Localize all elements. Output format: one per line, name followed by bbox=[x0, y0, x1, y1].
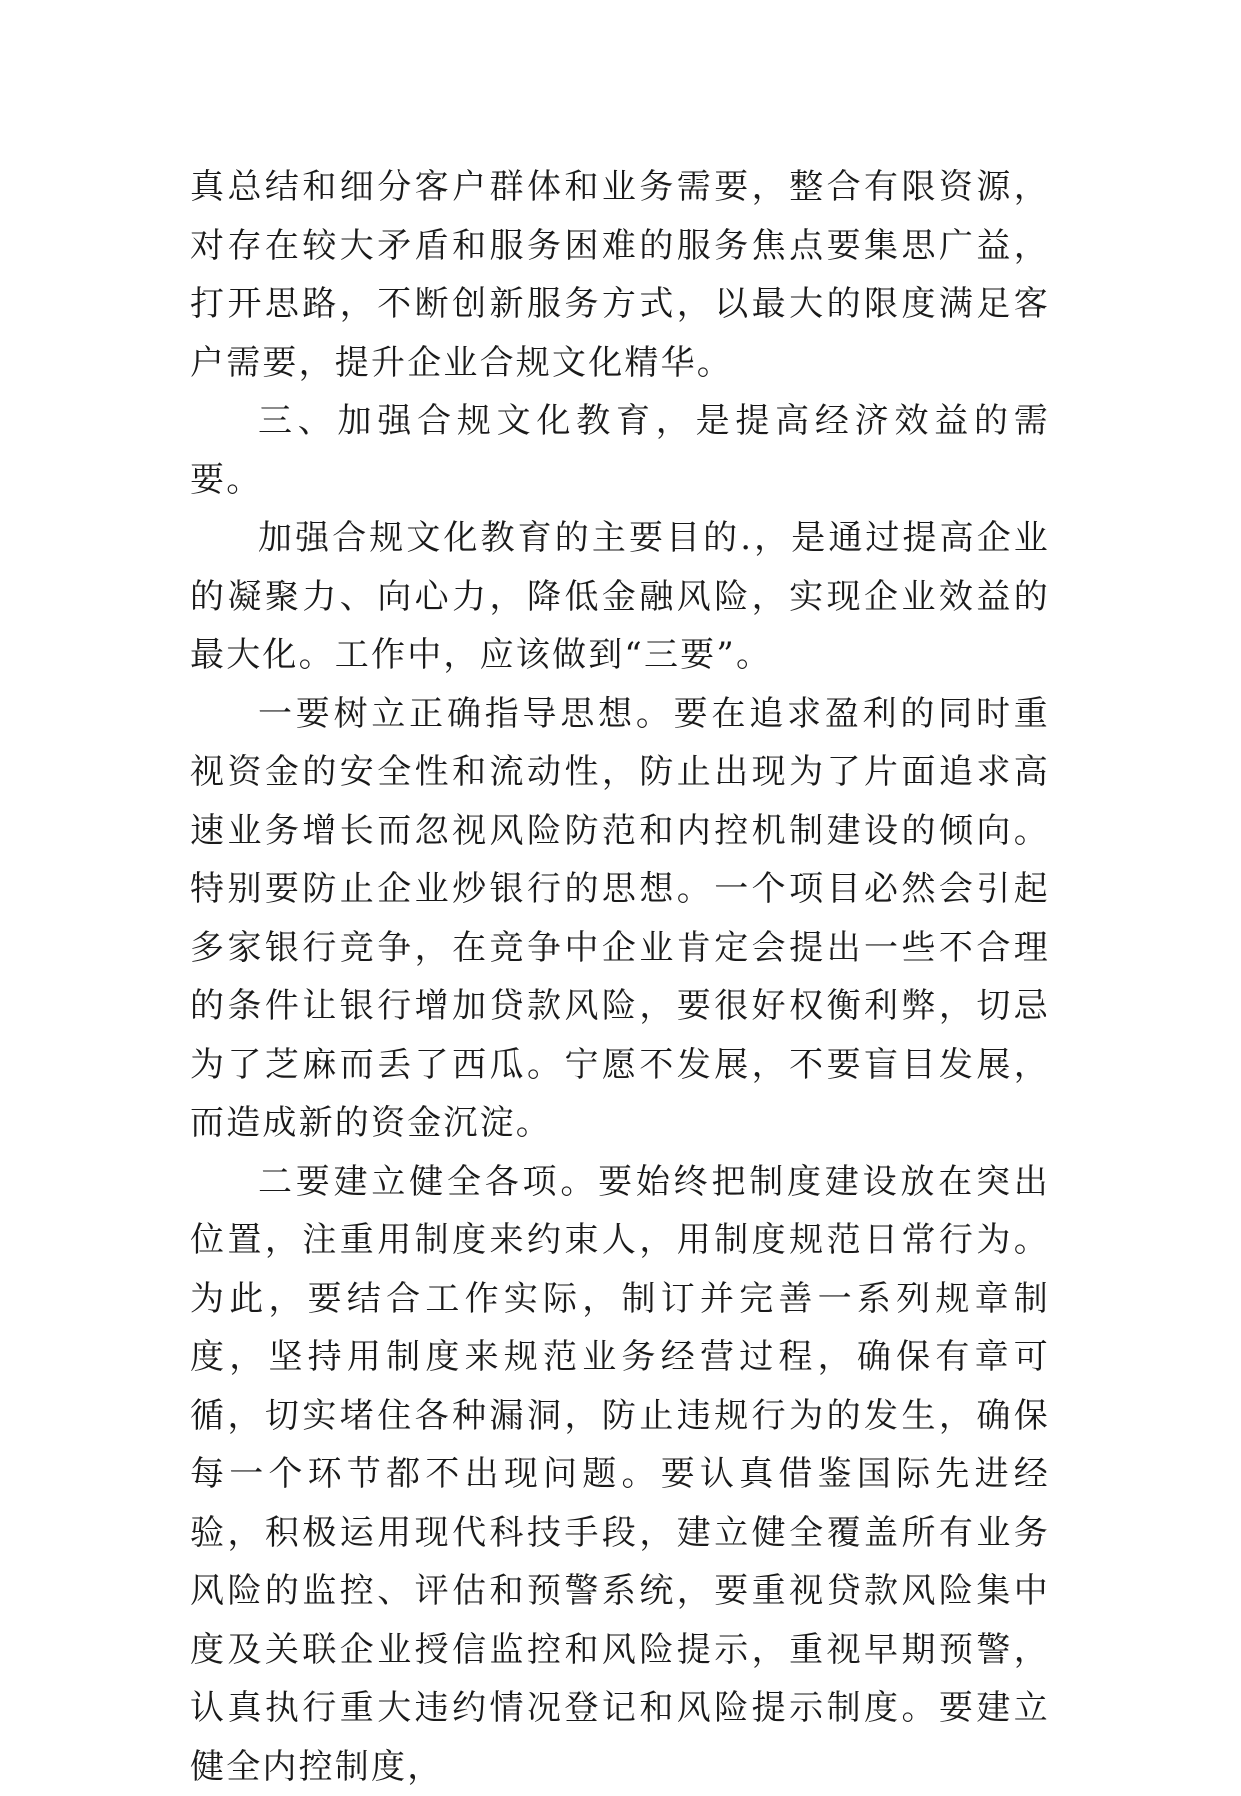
paragraph-guiding-thought: 一要树立正确指导思想。要在追求盈利的同时重视资金的安全性和流动性，防止出现为了片面追求高速业务增长而忽视风险防范和内控机制建设的倾向。特别要防止企业炒银行的思想。一个项目必然会引起多家银行竞争，在竞争中企业肯定会提出一些不合理的条件让银行增加贷款风险，要很好权衡利弊，切忌为了芝麻而丢了西瓜。宁愿不发展，不要盲目发展，而造成新的资金沉淀。 bbox=[190, 685, 1050, 1153]
paragraph-continuation: 真总结和细分客户群体和业务需要，整合有限资源，对存在较大矛盾和服务困难的服务焦点要集思广益，打开思路，不断创新服务方式，以最大的限度满足客户需要，提升企业合规文化精华。 bbox=[190, 158, 1050, 392]
section-heading: 三、加强合规文化教育，是提高经济效益的需要。 bbox=[190, 392, 1050, 509]
paragraph-rules-system: 二要建立健全各项。要始终把制度建设放在突出位置，注重用制度来约束人，用制度规范日常行为。为此，要结合工作实际，制订并完善一系列规章制度，坚持用制度来规范业务经营过程，确保有章可循，切实堵住各种漏洞，防止违规行为的发生，确保每一个环节都不出现问题。要认真借鉴国际先进经验，积极运用现代科技手段，建立健全覆盖所有业务风险的监控、评估和预警系统，要重视贷款风险集中度及关联企业授信监控和风险提示，重视早期预警，认真执行重大违约情况登记和风险提示制度。要建立健全内控制度， bbox=[190, 1153, 1050, 1796]
paragraph-purpose: 加强合规文化教育的主要目的.，是通过提高企业的凝聚力、向心力，降低金融风险，实现企业效益的最大化。工作中，应该做到“三要”。 bbox=[190, 509, 1050, 685]
document-body bbox=[190, 158, 1050, 1796]
